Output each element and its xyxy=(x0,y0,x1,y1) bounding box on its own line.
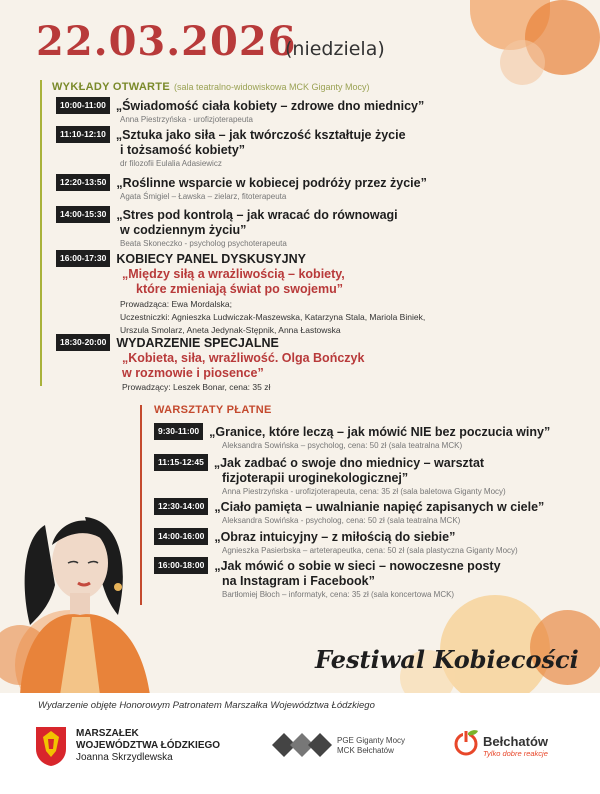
workshop-title-cont: na Instagram i Facebook” xyxy=(222,574,375,588)
workshop-item xyxy=(154,454,594,496)
section-venue: (sala teatralno-widowiskowa MCK Giganty Mocy) xyxy=(173,82,370,92)
panel-host: Prowadząca: Ewa Mordalska; xyxy=(120,299,232,309)
panel-title: KOBIECY PANEL DYSKUSYJNY xyxy=(116,252,306,266)
lecture-item xyxy=(56,126,576,168)
event-day: (niedziela) xyxy=(285,38,385,60)
pge-line2: MCK Bełchatów xyxy=(337,746,394,755)
panel-subtitle: „Między siłą a wrażliwością – kobiety, xyxy=(122,267,345,281)
time-badge: 18:30-20:00 xyxy=(56,334,110,351)
special-subtitle: „Kobieta, siła, wrażliwość. Olga Bończyk xyxy=(122,351,365,365)
time-badge: 14:00-15:30 xyxy=(56,206,110,223)
event-date: 22.03.2026 xyxy=(36,18,297,65)
special-host: Prowadzący: Leszek Bonar, cena: 35 zł xyxy=(122,382,271,392)
time-badge: 16:00-17:30 xyxy=(56,250,110,267)
lecture-speaker: Anna Piestrzyńska - urofizjoterapeuta xyxy=(120,115,253,124)
pge-line1: PGE Giganty Mocy xyxy=(337,736,406,745)
pge-giganty-mocy-logo-icon xyxy=(272,730,332,760)
time-badge: 12:30-14:00 xyxy=(154,498,208,515)
workshop-item xyxy=(154,498,594,525)
workshop-title: „Jak mówić o sobie w sieci – nowoczesne posty xyxy=(214,559,501,573)
lecture-speaker: Beata Skoneczko - psycholog psychoterapeuta xyxy=(120,239,287,248)
belchatow-power-icon xyxy=(452,729,480,757)
time-badge: 9:30-11:00 xyxy=(154,423,203,440)
marshal-line2: WOJEWÓDZTWA ŁÓDZKIEGO xyxy=(76,740,221,751)
workshop-details: Anna Piestrzyńska - urofizjoterapeuta, cena: 35 zł (sala baletowa Giganty Mocy) xyxy=(222,487,506,496)
time-badge: 11:10-12:10 xyxy=(56,126,110,143)
marshal-logo-text xyxy=(76,728,220,764)
lecture-title: „Roślinne wsparcie w kobiecej podróży przez życie” xyxy=(116,176,427,190)
pge-logo-text xyxy=(337,736,405,756)
city-name: Bełchatów xyxy=(483,734,549,749)
time-badge: 12:20-13:50 xyxy=(56,174,110,191)
time-badge: 10:00-11:00 xyxy=(56,97,110,114)
city-slogan: Tylko dobre reakcje xyxy=(483,749,548,758)
panel-participants-cont: Urszula Smolarz, Aneta Jedynak-Stępnik, Anna Łastowska xyxy=(120,325,341,335)
workshops-divider-line xyxy=(140,405,142,605)
workshop-title: „Obraz intuicyjny – z miłością do siebie” xyxy=(214,530,456,544)
time-badge: 11:15-12:45 xyxy=(154,454,208,471)
special-subtitle-cont: w rozmowie i piosence” xyxy=(122,366,264,380)
lecture-item xyxy=(56,97,576,124)
panel-subtitle-cont: które zmieniają świat po swojemu” xyxy=(136,282,344,296)
workshop-title: „Ciało pamięta – uwalnianie napięć zapisanych w ciele” xyxy=(214,500,545,514)
lecture-item xyxy=(56,174,576,201)
panel-participants: Uczestniczki: Agnieszka Ludwiczak-Maszewska, Katarzyna Stala, Mariola Biniek, xyxy=(120,312,426,322)
lecture-title: „Świadomość ciała kobiety – zdrowe dno miednicy” xyxy=(115,99,425,113)
workshop-item xyxy=(154,557,594,599)
lecture-title: „Stres pod kontrolą – jak wracać do równowagi xyxy=(116,208,398,222)
workshop-title-cont: fizjoterapii uroginekologicznej” xyxy=(222,471,409,485)
workshop-details: Agnieszka Pasierbska – arteterapeutka, cena: 50 zł (sala plastyczna Giganty Mocy) xyxy=(222,546,518,555)
woman-illustration xyxy=(0,505,170,695)
city-logo-text xyxy=(483,736,548,760)
lecture-speaker: Agata Śmigiel – Ławska – zielarz, fitoterapeuta xyxy=(120,192,287,201)
section-heading-open-lectures xyxy=(52,81,370,93)
workshop-details: Aleksandra Sowińska - psycholog, cena: 50 zł (sala teatralna MCK) xyxy=(222,516,461,525)
section-heading-workshops: WARSZTATY PŁATNE xyxy=(154,404,272,416)
workshop-details: Aleksandra Sowińska – psycholog, cena: 50 zł (sala teatralna MCK) xyxy=(222,441,463,450)
marshal-line1: MARSZAŁEK xyxy=(76,728,139,739)
voivodeship-coat-of-arms-icon xyxy=(34,725,68,767)
lecture-speaker: dr filozofii Eulalia Adasiewicz xyxy=(120,159,222,168)
workshop-item xyxy=(154,423,594,450)
workshop-title: „Jak zadbać o swoje dno miednicy – warsztat xyxy=(213,456,485,470)
lecture-item xyxy=(56,206,576,248)
patronage-text: Wydarzenie objęte Honorowym Patronatem Marszałka Województwa Łódzkiego xyxy=(38,700,375,711)
panel-item xyxy=(56,250,576,337)
workshop-details: Bartłomiej Błoch – informatyk, cena: 35 zł (sala koncertowa MCK) xyxy=(222,590,455,599)
section-divider-line xyxy=(40,80,42,386)
special-event-item xyxy=(56,334,576,394)
lecture-title-cont: w codziennym życiu” xyxy=(120,223,247,237)
festival-title: Festiwal Kobiecości xyxy=(315,645,579,674)
time-badge: 16:00-18:00 xyxy=(154,557,208,574)
special-title: WYDARZENIE SPECJALNE xyxy=(116,336,279,350)
workshop-title: „Granice, które leczą – jak mówić NIE bez poczucia winy” xyxy=(209,425,551,439)
footer xyxy=(0,693,600,794)
lecture-title: „Sztuka jako siła – jak twórczość kształtuje życie xyxy=(115,128,406,142)
section-heading-label: WYKŁADY OTWARTE xyxy=(52,81,170,93)
marshal-name: Joanna Skrzydlewska xyxy=(76,752,173,763)
time-badge: 14:00-16:00 xyxy=(154,528,208,545)
workshop-item xyxy=(154,528,594,555)
decor-circle xyxy=(500,40,545,85)
lecture-title-cont: i tożsamość kobiety” xyxy=(120,143,246,157)
